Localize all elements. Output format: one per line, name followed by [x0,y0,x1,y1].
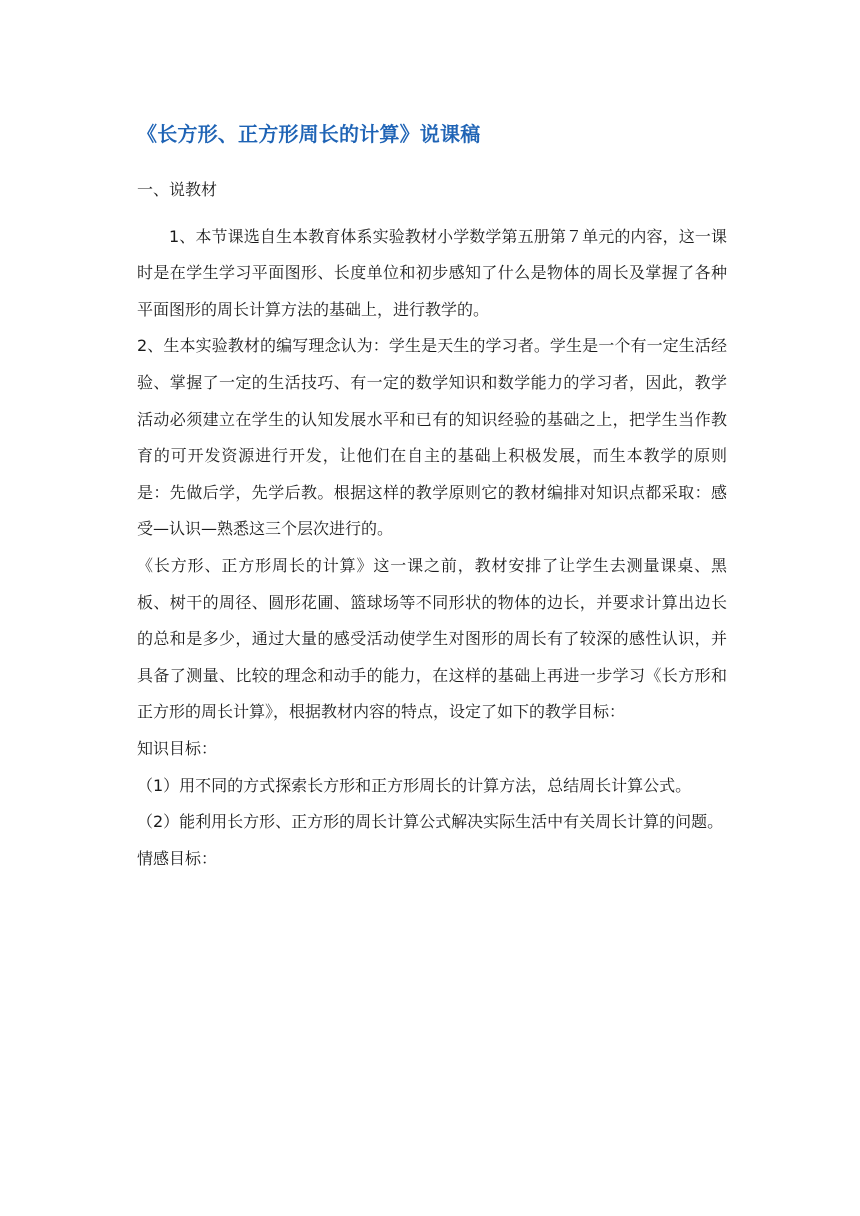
emotion-goals-heading: 情感目标： [137,848,218,868]
knowledge-goals-heading: 知识目标： [137,738,218,758]
paragraph-2: 2、生本实验教材的编写理念认为：学生是天生的学习者。学生是一个有一定生活经验、掌握了一定的生活技巧、有一定的数学知识和数学能力的学习者，因此，教学活动必须建立在学生的认知发展水平和已有的知识经验的基础之上，把学生当作教育的可开发资源进行开发，让他们在自主的基础上积极发展，而生本教学的原则是：先做后学，先学后教。根据这样的教学原则它的教材编排对知识点都采取：感受—认识—熟悉这三个层次进行的。 [137,336,727,539]
paragraph-3: 《长方形、正方形周长的计算》这一课之前，教材安排了让学生去测量课桌、黑板、树干的周径、圆形花圃、篮球场等不同形状的物体的边长，并要求计算出边长的总和是多少，通过大量的感受活动使学生对图形的周长有了较深的感性认识，并具备了测量、比较的理念和动手的能力，在这样的基础上再进一步学习《长方形和正方形的周长计算》，根据教材内容的特点，设定了如下的教学目标： [137,555,727,722]
section-heading-textbook: 一、说教材 [137,180,218,199]
knowledge-goal-2: （2）能利用长方形、正方形的周长计算公式解决实际生活中有关周长计算的问题。 [137,812,724,832]
paragraph-1: 1、本节课选自生本教育体系实验教材小学数学第五册第７单元的内容，这一课时是在学生学习平面图形、长度单位和初步感知了什么是物体的周长及掌握了各种平面图形的周长计算方法的基础上，进行教学的。 [137,226,727,319]
document-title: 《长方形、正方形周长的计算》说课稿 [137,122,481,146]
knowledge-goal-1: （1）用不同的方式探索长方形和正方形周长的计算方法，总结周长计算公式。 [137,775,692,795]
document-body [137,118,727,877]
